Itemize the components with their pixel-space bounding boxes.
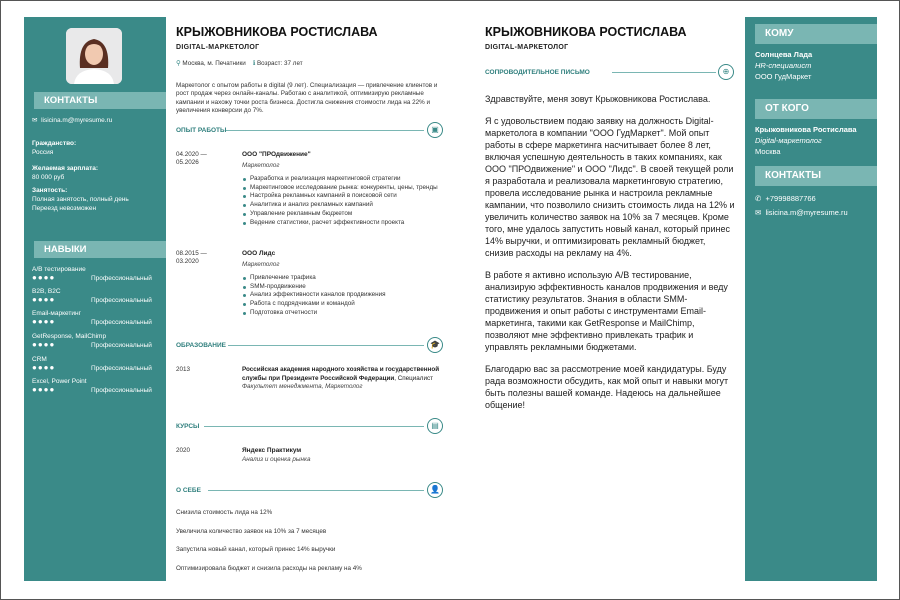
job-company: ООО "ПРОдвижение" xyxy=(242,151,311,158)
cover-letter-main xyxy=(472,17,745,581)
cover-letter-heading: СОПРОВОДИТЕЛЬНОЕ ПИСЬМО xyxy=(485,69,590,76)
employment-block xyxy=(32,186,129,213)
age-text: Возраст: 37 лет xyxy=(256,60,303,67)
recipient-block xyxy=(755,49,812,82)
job-company: ООО Лидс xyxy=(242,250,276,257)
sender-block xyxy=(755,124,857,157)
job-dates xyxy=(176,151,207,168)
employment-label: Занятость: xyxy=(32,187,68,194)
resume-summary: Маркетолог с опытом работы в digital (9 лет). Специализация — привлечение клиентов и рост продаж через онлайн-каналы. Работаю с аналитикой, оптимизирую рекламные кампании и нахожу точки роста бизнеса. Достигла снижения стоимости лида на 22% и увеличения конверсии до 7%. xyxy=(176,82,438,114)
courses-heading: КУРСЫ xyxy=(176,423,200,430)
section-divider xyxy=(208,490,424,491)
job-entry xyxy=(242,250,452,318)
skill-dots: ●●●● xyxy=(32,317,56,326)
resume-main xyxy=(166,17,457,581)
duty-item: Разработка и реализация маркетинговой стратегии xyxy=(242,175,452,184)
skill-level: Профессиональный xyxy=(91,319,152,326)
email-text: lisicina.m@myresume.ru xyxy=(765,208,848,217)
about-item: Запустила новый канал, который принес 14% выручки xyxy=(176,546,336,553)
mail-icon: ✉ xyxy=(32,117,38,124)
letter-greeting: Здравствуйте, меня зовут Крыжовникова Ростислава. xyxy=(485,94,711,104)
cover-contacts-block xyxy=(755,192,848,220)
education-school: Российская академия народного хозяйства и государственной службы при Президенте Российской Федерации xyxy=(242,366,440,382)
contacts-heading: КОНТАКТЫ xyxy=(34,92,166,109)
phone-icon: ✆ xyxy=(755,194,762,203)
skill-level: Профессиональный xyxy=(91,342,152,349)
employment-value-1: Полная занятость, полный день xyxy=(32,196,129,203)
citizenship-value: Россия xyxy=(32,149,54,156)
citizenship-label: Гражданство: xyxy=(32,140,77,147)
education-year: 2013 xyxy=(176,366,191,373)
phone-row[interactable] xyxy=(755,192,848,206)
skill-item xyxy=(32,378,162,394)
resume-name: КРЫЖОВНИКОВА РОСТИСЛАВА xyxy=(176,25,378,39)
course-entry xyxy=(242,447,452,463)
skill-level: Профессиональный xyxy=(91,387,152,394)
education-entry xyxy=(242,366,452,392)
sidebar-email: lisicina.m@myresume.ru xyxy=(41,117,113,124)
about-item: Оптимизировала бюджет и снизила расходы на рекламу на 4% xyxy=(176,565,362,572)
job-entry xyxy=(242,151,452,227)
sender-city: Москва xyxy=(755,147,781,156)
duty-item: Аналитика и анализ рекламных кампаний xyxy=(242,201,452,210)
from-heading: ОТ КОГО xyxy=(755,99,877,119)
job-date-start: 08.2015 — xyxy=(176,250,207,257)
skill-dots: ●●●● xyxy=(32,385,56,394)
email-row[interactable] xyxy=(755,206,848,220)
cover-name: КРЫЖОВНИКОВА РОСТИСЛАВА xyxy=(485,25,687,39)
about-item: Увеличила количество заявок на 10% за 7 месяцев xyxy=(176,528,327,535)
education-degree: , Специалист xyxy=(394,374,434,382)
duty-item: Анализ эффективности каналов продвижения xyxy=(242,291,452,300)
graduation-cap-icon: 🎓 xyxy=(427,337,443,353)
sender-role: Digital-маркетолог xyxy=(755,136,822,145)
citizenship-block xyxy=(32,139,76,157)
section-divider xyxy=(228,345,424,346)
salary-block xyxy=(32,164,98,182)
section-divider xyxy=(204,426,424,427)
phone-text: +79998887766 xyxy=(765,194,816,203)
job-role: Маркетолог xyxy=(242,261,280,268)
job-dates xyxy=(176,250,207,267)
section-divider xyxy=(226,130,424,131)
job-duties xyxy=(242,274,452,318)
skill-level: Профессиональный xyxy=(91,365,152,372)
skill-item xyxy=(32,266,162,282)
skill-dots: ●●●● xyxy=(32,363,56,372)
job-duties xyxy=(242,175,452,227)
experience-heading: ОПЫТ РАБОТЫ xyxy=(176,127,227,134)
mail-icon: ✉ xyxy=(755,208,762,217)
recipient-name: Солнцева Лада xyxy=(755,50,813,59)
duty-item: Настройка рекламных кампаний в поисковой сети xyxy=(242,192,452,201)
location-row xyxy=(176,60,303,68)
course-name: Яндекс Практикум xyxy=(242,447,302,454)
briefcase-icon: ▣ xyxy=(427,122,443,138)
skill-name: B2B, B2C xyxy=(32,288,61,295)
cover-contacts-heading: КОНТАКТЫ xyxy=(755,166,877,186)
letter-body xyxy=(485,93,735,421)
skill-name: GetResponse, MailChimp xyxy=(32,333,107,340)
skill-item xyxy=(32,333,162,349)
course-topic: Анализ и оценка рынка xyxy=(242,456,311,463)
location-pin-icon: ⚲ xyxy=(176,60,181,67)
skill-dots: ●●●● xyxy=(32,273,56,282)
skill-name: Excel, Power Point xyxy=(32,378,87,385)
skill-dots: ●●●● xyxy=(32,340,56,349)
resume-sidebar xyxy=(24,17,166,581)
resume-title: DIGITAL-МАРКЕТОЛОГ xyxy=(176,44,260,51)
to-heading: КОМУ xyxy=(755,24,877,44)
skill-name: A/B тестирование xyxy=(32,266,86,273)
duty-item: Подготовка отчетности xyxy=(242,309,452,318)
letter-paragraph: В работе я активно использую A/B тестирование, анализирую эффективность каналов продвижения и веду статистику результатов. Знания в области SMM-продвижения и опыт работы с инструментами Email-маркетинга, такими как GetResponse и MailChimp, позволяют мне эффективно привлекать трафик и управлять рекламными бюджетами. xyxy=(485,270,728,352)
salary-value: 80 000 руб xyxy=(32,174,65,181)
job-date-start: 04.2020 — xyxy=(176,151,207,158)
education-heading: ОБРАЗОВАНИЕ xyxy=(176,342,226,349)
profile-photo xyxy=(66,28,122,84)
skill-dots: ●●●● xyxy=(32,295,56,304)
employment-value-2: Переезд невозможен xyxy=(32,205,97,212)
target-icon: ⊕ xyxy=(718,64,734,80)
cover-sidebar xyxy=(745,17,877,581)
skill-name: CRM xyxy=(32,356,47,363)
job-role: Маркетолог xyxy=(242,162,280,169)
duty-item: Работа с подрядчиками и командой xyxy=(242,300,452,309)
about-heading: О СЕБЕ xyxy=(176,487,201,494)
section-divider xyxy=(612,72,716,73)
education-faculty: Факультет менеджмента, Маркетолог xyxy=(242,383,363,390)
cover-title: DIGITAL-МАРКЕТОЛОГ xyxy=(485,44,569,51)
duty-item: Привлечение трафика xyxy=(242,274,452,283)
recipient-role: HR-специалист xyxy=(755,61,812,70)
skill-level: Профессиональный xyxy=(91,297,152,304)
skills-heading: НАВЫКИ xyxy=(34,241,166,258)
sender-name: Крыжовникова Ростислава xyxy=(755,125,857,134)
certificate-icon: ▤ xyxy=(427,418,443,434)
skill-item xyxy=(32,356,162,372)
location-text: Москва, м. Печатники xyxy=(182,60,246,67)
salary-label: Желаемая зарплата: xyxy=(32,165,99,172)
sidebar-email-row[interactable] xyxy=(32,116,112,125)
job-date-end: 03.2020 xyxy=(176,258,199,266)
letter-paragraph: Благодарю вас за рассмотрение моей кандидатуры. Буду рада возможности обсудить, как мой опыт и навыки могут быть полезны вашей команде. Надеюсь на дальнейшее общение! xyxy=(485,364,729,410)
job-date-end: 05.2026 xyxy=(176,159,199,167)
course-year: 2020 xyxy=(176,447,191,454)
info-icon: ℹ xyxy=(252,60,256,67)
recipient-company: ООО ГудМаркет xyxy=(755,72,812,81)
skill-item xyxy=(32,288,162,304)
about-item: Снизила стоимость лида на 12% xyxy=(176,509,273,516)
letter-paragraph: Я с удовольствием подаю заявку на должность Digital-маркетолога в компании "ООО ГудМаркет". Мой опыт работы в сфере маркетинга насчитывает более 8 лет, включая успешную деятельность в таких компаниях, как ООО "ПРОдвижение" и ООО "Лидс". В своей текущей роли я разработала и реализовала маркетинговую стратегию, провела исследование рынка и настроила рекламные кампании, что позволило снизить стоимость лида на 12% и увеличить количество заявок на 10% за 7 месяцев. Кроме того, мне удалось запустить новый канал, который принес 14% выручки, и оптимизировать рекламный бюджет, снизив расходы на рекламу на 4%. xyxy=(485,116,735,258)
duty-item: Маркетинговое исследование рынка: конкуренты, цены, тренды xyxy=(242,184,452,193)
duty-item: Управление рекламным бюджетом xyxy=(242,210,452,219)
duty-item: Ведение статистики, расчет эффективности проекта xyxy=(242,219,452,228)
skill-name: Email-маркетинг xyxy=(32,310,82,317)
duty-item: SMM-продвижение xyxy=(242,283,452,292)
user-icon: 👤 xyxy=(427,482,443,498)
skill-item xyxy=(32,310,162,326)
skill-level: Профессиональный xyxy=(91,275,152,282)
